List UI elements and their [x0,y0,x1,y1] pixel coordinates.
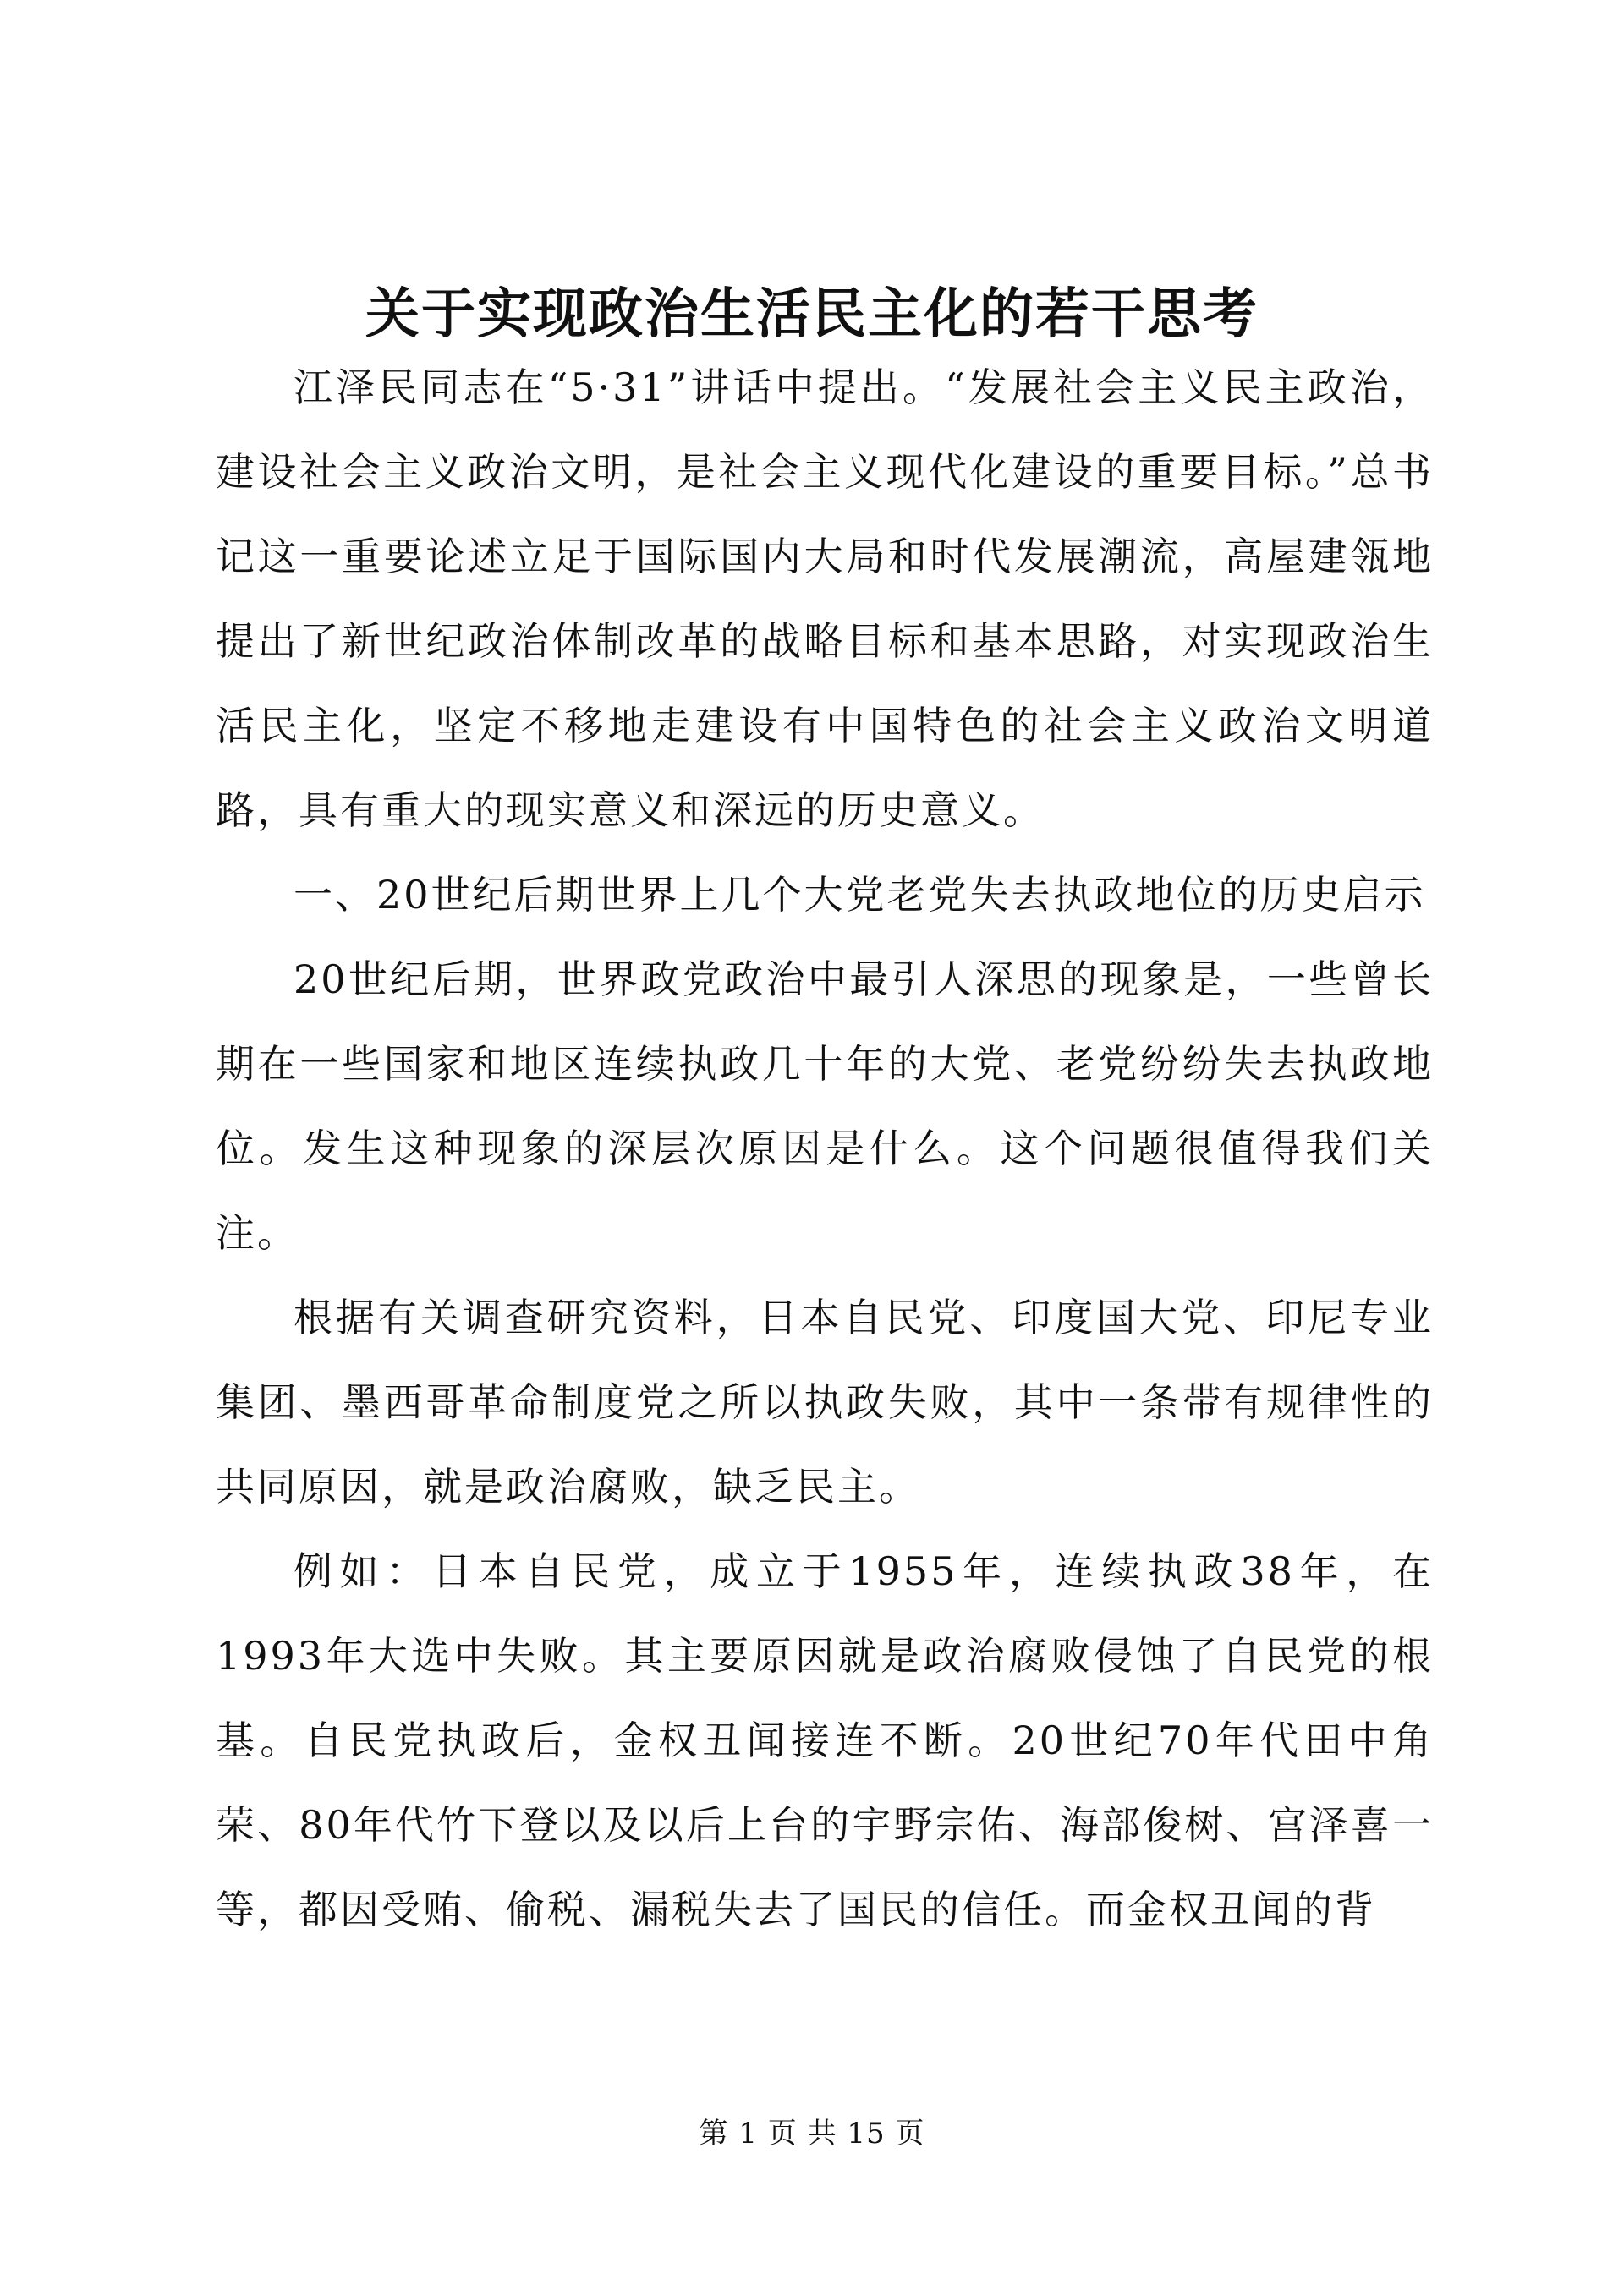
paragraph-phenomenon: 20世纪后期，世界政党政治中最引人深思的现象是，一些曾长期在一些国家和地区连续执政几十年的大党、老党纷纷失去执政地位。发生这种现象的深层次原因是什么。这个问题很值得我们关注。 [216,956,1434,1256]
section-heading-1: 一、20世纪后期世界上几个大党老党失去执政地位的历史启示 [294,872,1426,918]
paragraph-intro: 江泽民同志在“5·31”讲话中提出。“发展社会主义民主政治，建设社会主义政治文明，是社会主义现代化建设的重要目标。”总书记这一重要论述立足于国际国内大局和时代发展潮流，高屋建瓴地提出了新世纪政治体制改革的战略目标和基本思路，对实现政治生活民主化，坚定不移地走建设有中国特色的社会主义政治文明道路，具有重大的现实意义和深远的历史意义。 [216,364,1434,833]
paragraph-example: 例如：日本自民党，成立于1955年，连续执政38年，在1993年大选中失败。其主要原因就是政治腐败侵蚀了自民党的根基。自民党执政后，金权丑闻接连不断。20世纪70年代田中角荣、80年代竹下登以及以后上台的宇野宗佑、海部俊树、宫泽喜一等，都因受贿、偷税、漏税失去了国民的信任。而金权丑闻的背 [216,1548,1434,1932]
page-title: 关于实现政治生活民主化的若干思考 [365,282,1259,346]
page-footer: 第 1 页 共 15 页 [699,2117,925,2151]
document-body [216,345,1434,1952]
paragraph-causes: 根据有关调查研究资料，日本自民党、印度国大党、印尼专业集团、墨西哥革命制度党之所以执政失败，其中一条带有规律性的共同原因，就是政治腐败，缺乏民主。 [216,1295,1434,1510]
